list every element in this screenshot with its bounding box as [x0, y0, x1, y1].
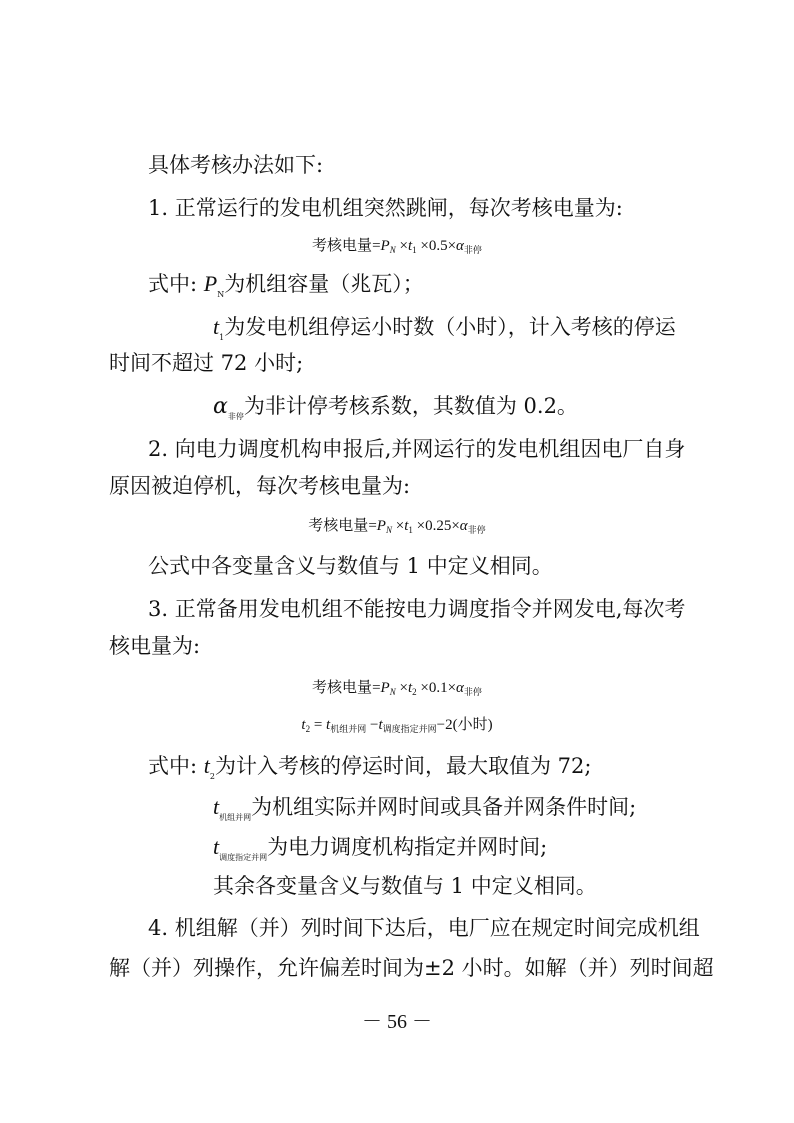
def-pn: 式中: $P_N$为机组容量（兆瓦）； — [148, 271, 424, 299]
item4-line2: 解（并）列操作，允许偏差时间为±2 小时。如解（并）列时间超 — [109, 956, 714, 980]
intro-line: 具体考核办法如下: — [148, 153, 324, 177]
def-t-dispatch: $t_{调度指定并网}$为电力调度机构指定并网时间; — [213, 834, 548, 862]
item2-line2: 原因被迫停机，每次考核电量为: — [109, 474, 411, 498]
def-t-unit-grid: $t_{机组并网}$为机组实际并网时间或具备并网条件时间; — [213, 794, 637, 822]
item3-line1: 3. 正常备用发电机组不能按电力调度指令并网发电,每次考 — [148, 597, 686, 621]
item3-line2: 核电量为: — [109, 634, 201, 658]
formula-3: 考核电量$=P_N \times t_2 \times 0.1\times\alpha_{非停}$ — [312, 680, 482, 697]
def-t1: $t_1$为发电机组停运小时数（小时），计入考核的停运 — [213, 314, 676, 342]
item2-line1: 2. 向电力调度机构申报后,并网运行的发电机组因电厂自身 — [148, 437, 686, 461]
item1-heading: 1. 正常运行的发电机组突然跳闸，每次考核电量为: — [148, 196, 623, 220]
item2-note: 公式中各变量含义与数值与 1 中定义相同。 — [148, 554, 553, 578]
formula-3b: $t_2 = t_{机组并网} -t_{调度指定并网}-2$(小时) — [301, 717, 493, 734]
page-number: － 56 － — [362, 1011, 432, 1033]
def-t2: 式中: $t_2$为计入考核的停运时间，最大取值为 72; — [148, 753, 592, 781]
formula-2: 考核电量$=P_N \times t_1 \times 0.25\times\alpha_{非停}$ — [308, 518, 486, 535]
formula-1: 考核电量$=P_N \times t_1 \times 0.5\times\alpha_{非停}$ — [312, 238, 482, 255]
def-t1-cont: 时间不超过 72 小时; — [109, 351, 304, 375]
def-alpha: $\alpha_{非停}$为非计停考核系数，其数值为 0.2。 — [213, 394, 578, 421]
item3-note: 其余各变量含义与数值与 1 中定义相同。 — [213, 874, 597, 898]
item4-line1: 4. 机组解（并）列时间下达后，电厂应在规定时间完成机组 — [148, 916, 700, 940]
